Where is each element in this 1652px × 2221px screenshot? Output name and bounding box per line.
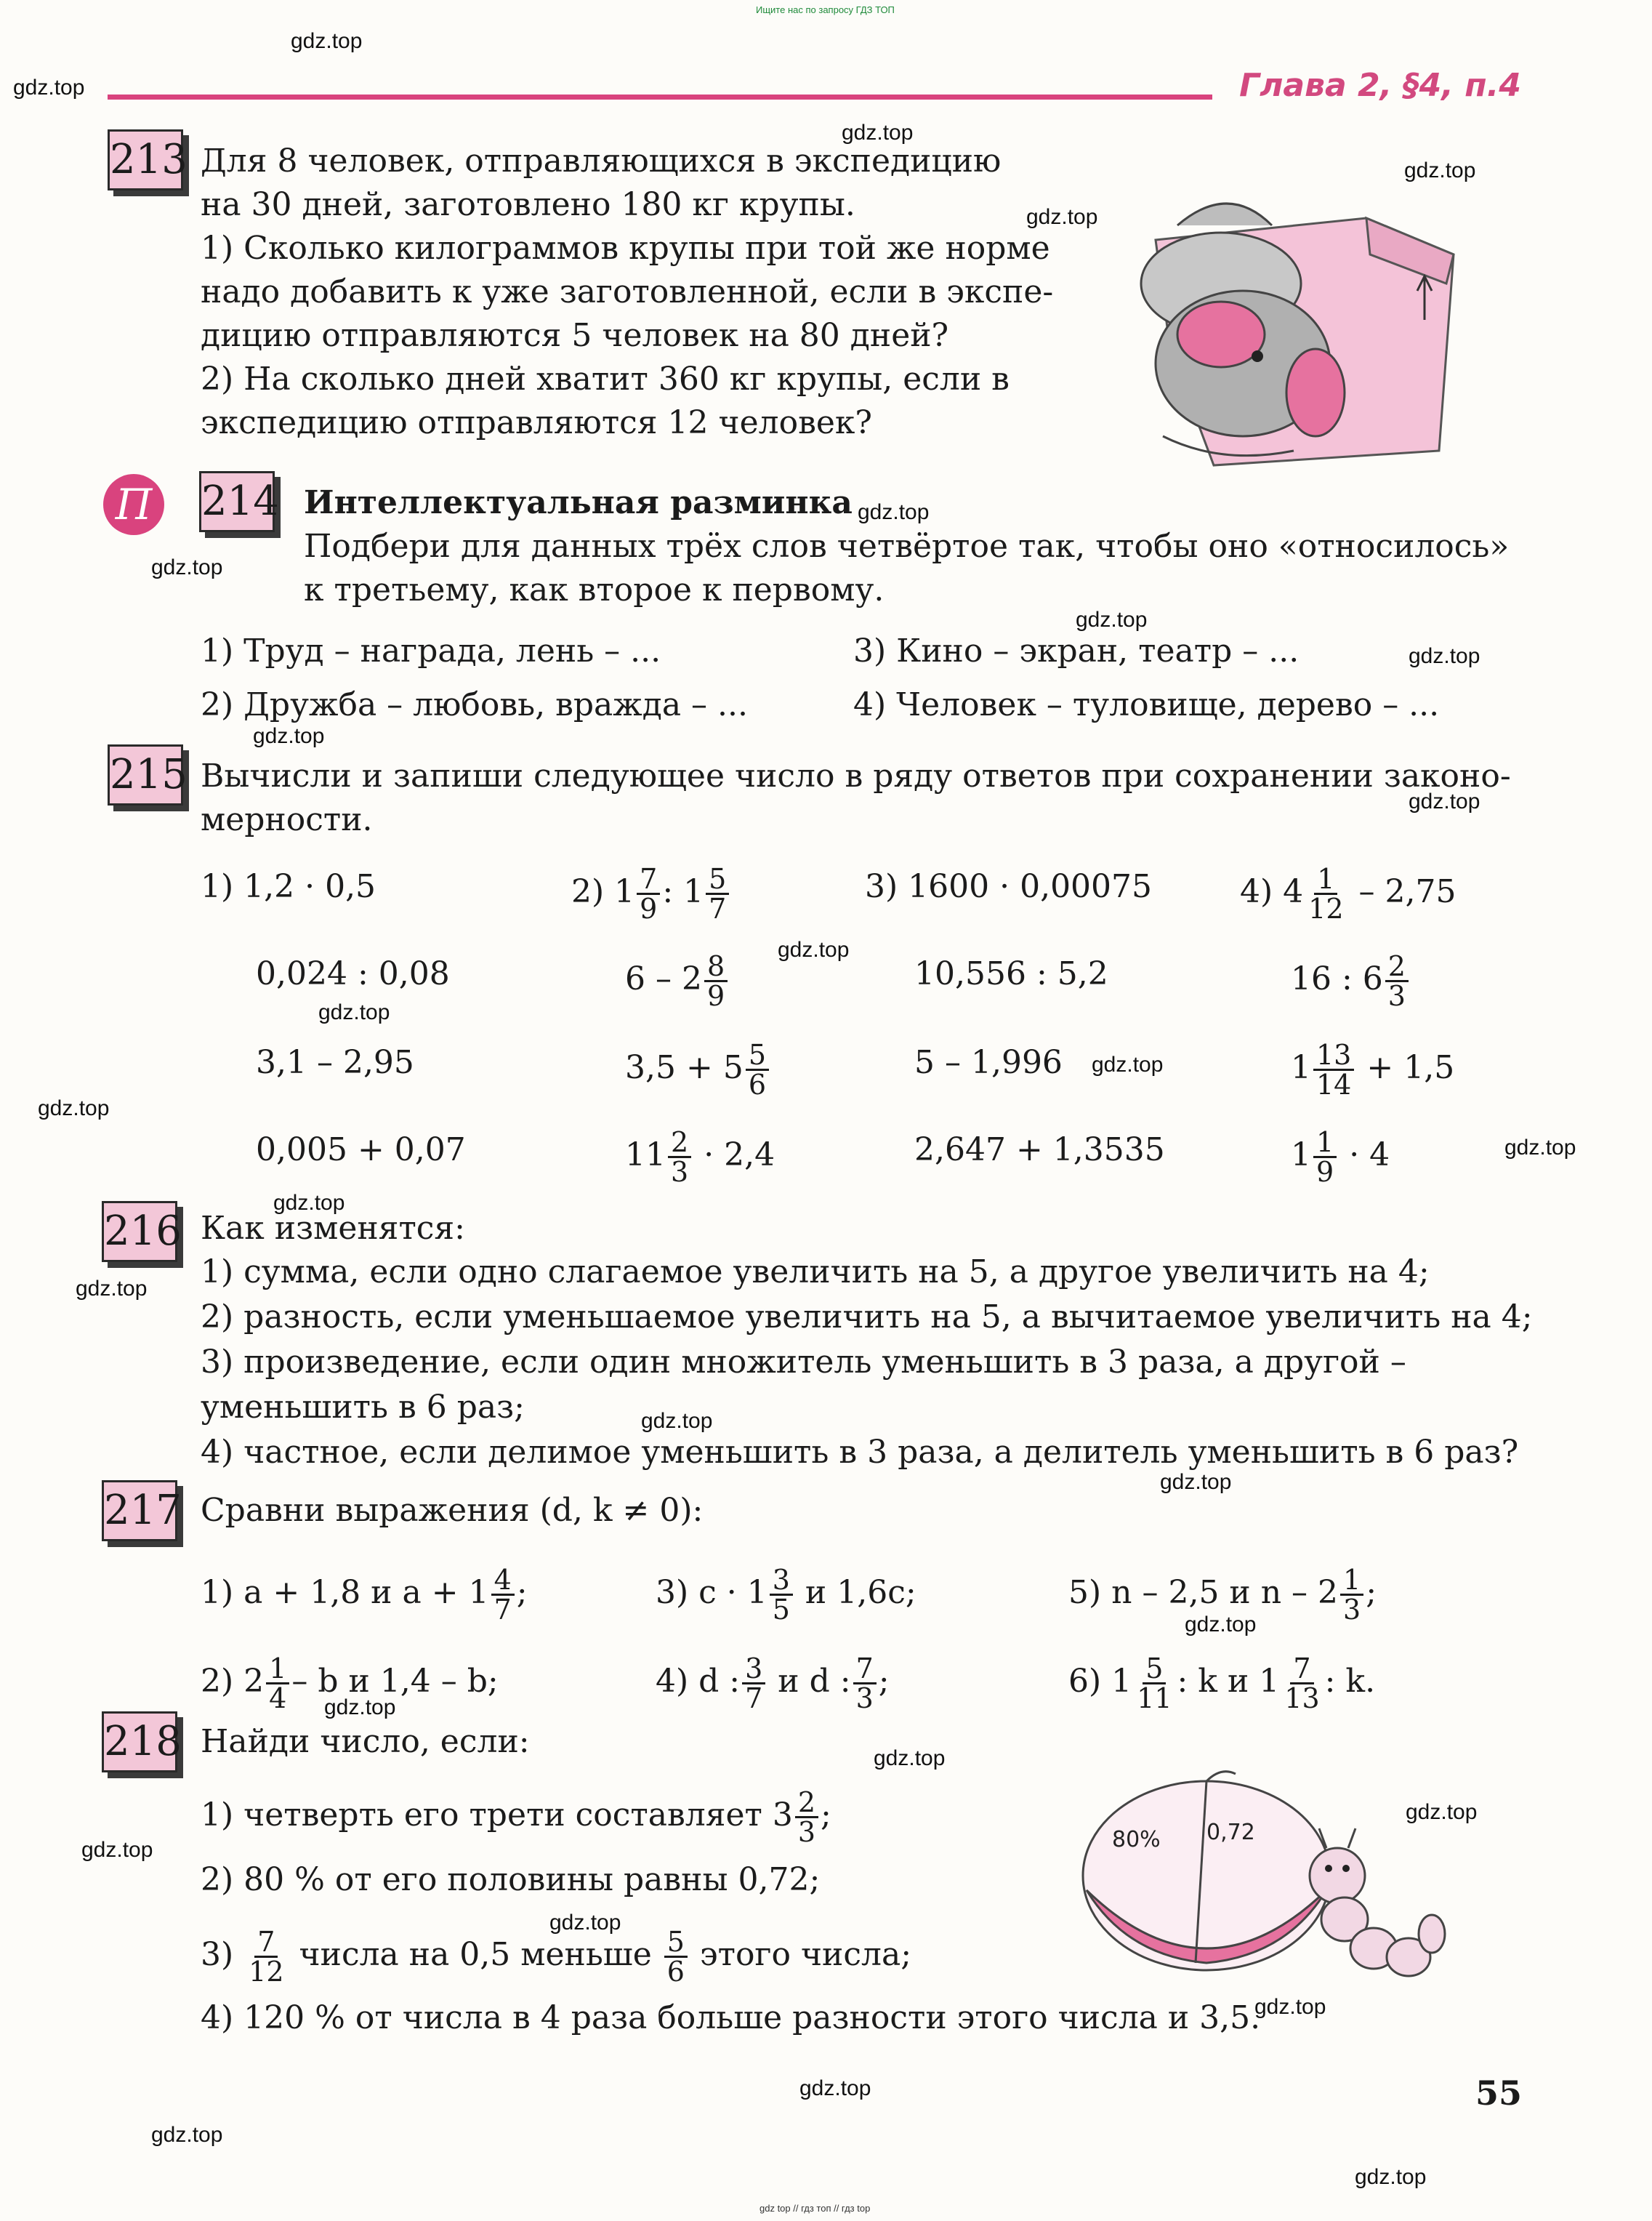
problem-item: 4) 120 % от числа в 4 раза больше разности этого числа и 3,5. — [201, 1999, 1261, 2036]
problem-item: 3) $\frac{7}{12}$ числа на 0,5 меньше $\frac{5}{6}$ этого числа; — [201, 1926, 912, 1988]
watermark: gdz.top — [842, 121, 914, 145]
problem-text: Подбери для данных трёх слов четвёртое так, чтобы оно «относилось» — [304, 528, 1510, 565]
chapter-header: Глава 2, §4, п.4 — [1239, 67, 1521, 104]
problem-number: 218 — [102, 1711, 177, 1772]
expression: 4) d : $\frac{3}{7}$ и d : $\frac{7}{3}$ ; — [656, 1652, 890, 1714]
apple-label-value: 0,72 — [1206, 1820, 1255, 1845]
expression: 0,005 + 0,07 — [256, 1131, 466, 1168]
expression: 1 $\frac{1}{9}$ · 4 — [1291, 1126, 1390, 1188]
problem-number: 217 — [102, 1480, 177, 1541]
watermark: gdz.top — [1409, 790, 1480, 814]
watermark: gdz.top — [1092, 1053, 1164, 1077]
page-number: 55 — [1475, 2073, 1523, 2113]
watermark: gdz.top — [273, 1191, 345, 1215]
watermark: gdz.top — [76, 1277, 148, 1301]
problem-text: 1) сумма, если одно слагаемое увеличить на 5, а другое увеличить на 4; — [201, 1253, 1430, 1290]
expression: 2) 1 $\frac{7}{9}$ : 1 $\frac{5}{7}$ — [571, 865, 731, 923]
problem-text: Вычисли и запиши следующее число в ряду ответов при сохранении законо- — [201, 758, 1511, 795]
watermark: gdz.top — [1254, 1995, 1326, 2019]
expression: 11 $\frac{2}{3}$ · 2,4 — [625, 1126, 775, 1188]
mouse-sack-illustration — [1076, 174, 1483, 480]
apple-caterpillar-illustration — [1068, 1767, 1446, 2007]
problem-text: дицию отправляются 5 человек на 80 дней? — [201, 317, 949, 354]
expression: 2) 2 $\frac{1}{4}$ – b и 1,4 – b; — [201, 1652, 499, 1714]
problem-text: Для 8 человек, отправляющихся в экспедицию — [201, 142, 1002, 180]
problem-text: 2) На сколько дней хватит 360 кг крупы, если в — [201, 361, 1010, 398]
watermark: gdz.top — [291, 29, 363, 53]
expression: 6 – 2 $\frac{8}{9}$ — [625, 952, 730, 1010]
expression: 3,1 – 2,95 — [256, 1044, 414, 1081]
watermark: gdz.top — [253, 724, 325, 748]
header-rule — [108, 95, 1212, 100]
problem-item: 1) четверть его трети составляет 3 $\frac{2}{3}$ ; — [201, 1786, 831, 1848]
problem-text: надо добавить к уже заготовленной, если в экспе- — [201, 273, 1054, 310]
watermark: gdz.top — [1160, 1470, 1232, 1494]
apple-label-percent: 80% — [1112, 1827, 1161, 1852]
expression: 6) 1 $\frac{5}{11}$ : k и 1 $\frac{7}{13}$ : k. — [1068, 1652, 1376, 1714]
watermark: gdz.top — [1185, 1612, 1257, 1636]
expression: 3,5 + 5 $\frac{5}{6}$ — [625, 1041, 771, 1099]
problem-text: к третьему, как второе к первому. — [304, 571, 885, 609]
problem-text: Найди число, если: — [201, 1723, 530, 1760]
expression: 1) a + 1,8 и a + 1 $\frac{4}{7}$ ; — [201, 1564, 528, 1626]
watermark: gdz.top — [1026, 205, 1098, 229]
problem-item: 2) 80 % от его половины равны 0,72; — [201, 1861, 821, 1898]
watermark: gdz.top — [81, 1838, 153, 1862]
expression: 4) 4 $\frac{1}{12}$ – 2,75 — [1240, 863, 1456, 925]
expression: 3) 1600 · 0,00075 — [865, 868, 1153, 905]
pi-marker-icon: П — [103, 474, 164, 535]
watermark: gdz.top — [1406, 1800, 1478, 1824]
expression: 5) n – 2,5 и n – 2 $\frac{1}{3}$ ; — [1068, 1564, 1377, 1626]
problem-item: 2) Дружба – любовь, вражда – ... — [201, 686, 748, 723]
problem-title: Интеллектуальная разминка — [304, 484, 853, 521]
watermark: gdz.top — [799, 2076, 871, 2100]
problem-text: 3) произведение, если один множитель уменьшить в 3 раза, а другой – — [201, 1344, 1406, 1381]
problem-number: 213 — [108, 129, 183, 190]
watermark: gdz.top — [151, 2123, 223, 2147]
expression: 3) c · 1 $\frac{3}{5}$ и 1,6c; — [656, 1564, 916, 1626]
problem-text: на 30 дней, заготовлено 180 кг крупы. — [201, 186, 855, 223]
watermark: gdz.top — [1076, 608, 1148, 632]
problem-text: уменьшить в 6 раз; — [201, 1389, 525, 1426]
bottom-note: gdz top // гдз топ // гдз top — [759, 2203, 871, 2214]
expression: 10,556 : 5,2 — [914, 955, 1108, 992]
problem-item: 1) Труд – награда, лень – ... — [201, 632, 661, 670]
watermark: gdz.top — [874, 1746, 946, 1770]
watermark: gdz.top — [641, 1409, 713, 1433]
problem-item: 4) Человек – туловище, дерево – ... — [853, 686, 1440, 723]
problem-text: 4) частное, если делимое уменьшить в 3 раза, а делитель уменьшить в 6 раз? — [201, 1434, 1519, 1471]
expression: 16 : 6 $\frac{2}{3}$ — [1291, 952, 1411, 1010]
watermark: gdz.top — [1409, 644, 1480, 668]
top-note: Ищите нас по запросу ГДЗ ТОП — [756, 4, 895, 15]
watermark: gdz.top — [1355, 2165, 1427, 2189]
watermark: gdz.top — [38, 1096, 110, 1120]
watermark: gdz.top — [13, 76, 85, 100]
watermark: gdz.top — [324, 1695, 396, 1719]
expression: 1 $\frac{13}{14}$ + 1,5 — [1291, 1039, 1455, 1101]
watermark: gdz.top — [858, 500, 930, 524]
problem-number: 215 — [108, 744, 183, 806]
problem-item: 3) Кино – экран, театр – ... — [853, 632, 1300, 670]
expression: 5 – 1,996 — [914, 1044, 1063, 1081]
watermark: gdz.top — [318, 1000, 390, 1024]
expression: 1) 1,2 · 0,5 — [201, 868, 376, 905]
problem-text: 1) Сколько килограммов крупы при той же норме — [201, 230, 1050, 267]
problem-text: мерности. — [201, 801, 373, 838]
watermark: gdz.top — [1504, 1136, 1576, 1160]
problem-text: экспедицию отправляются 12 человек? — [201, 404, 872, 441]
watermark: gdz.top — [778, 938, 850, 962]
problem-number: 214 — [199, 471, 275, 532]
problem-text: Сравни выражения (d, k ≠ 0): — [201, 1492, 704, 1529]
expression: 2,647 + 1,3535 — [914, 1131, 1165, 1168]
watermark: gdz.top — [151, 555, 223, 579]
watermark: gdz.top — [1404, 158, 1476, 182]
watermark: gdz.top — [549, 1911, 621, 1935]
problem-number: 216 — [102, 1201, 177, 1262]
problem-text: 2) разность, если уменьшаемое увеличить на 5, а вычитаемое увеличить на 4; — [201, 1298, 1533, 1336]
expression: 0,024 : 0,08 — [256, 955, 450, 992]
problem-text: Как изменятся: — [201, 1210, 466, 1247]
